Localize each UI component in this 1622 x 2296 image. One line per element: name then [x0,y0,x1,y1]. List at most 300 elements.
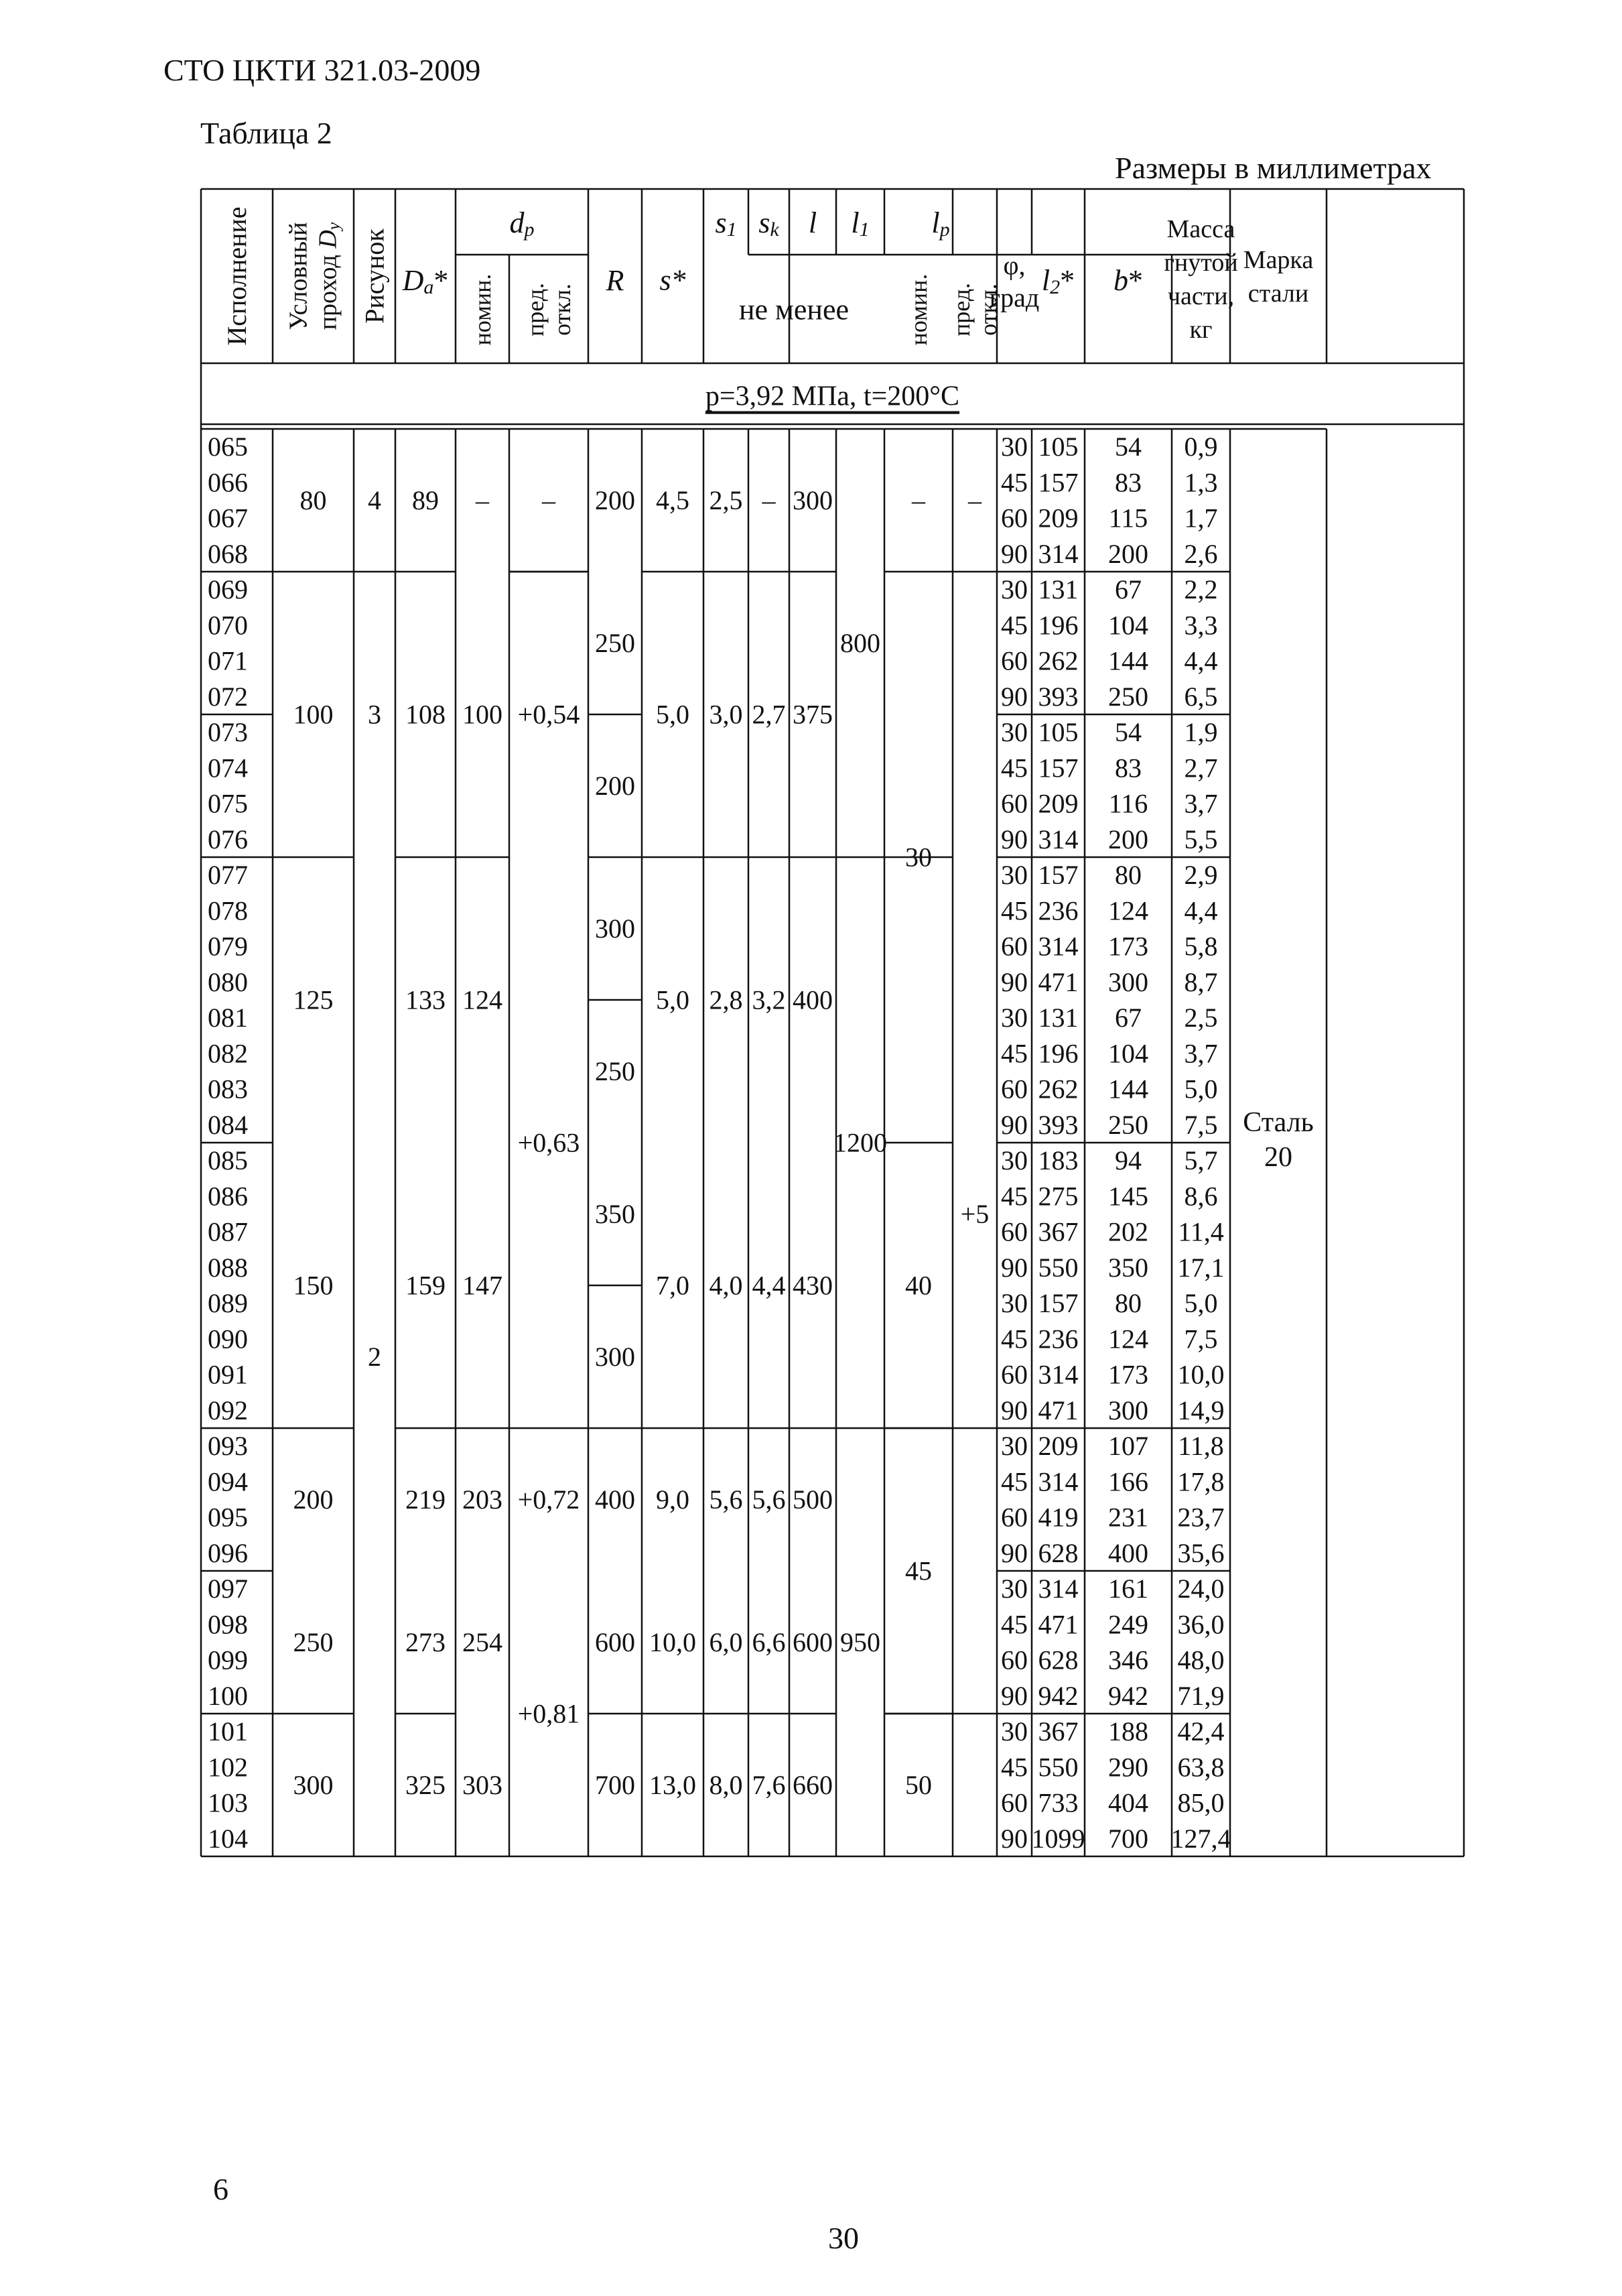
variant-code: 091 [208,1359,248,1390]
variant-code: 093 [208,1431,248,1462]
variant-code: 067 [208,503,248,533]
width-b: 104 [1108,1038,1148,1069]
width-b: 161 [1108,1574,1148,1604]
bend-mass: 2,9 [1184,860,1218,891]
length-l2: 471 [1038,966,1079,997]
length-l2: 262 [1038,1074,1079,1104]
wall-sk: 6,6 [752,1627,786,1657]
variant-code: 076 [208,824,248,854]
bend-mass: 8,6 [1184,1181,1218,1212]
lp-nominal: 30 [905,842,932,873]
straight-length: 400 [793,984,833,1015]
width-b: 290 [1108,1752,1148,1783]
col-header-mass-line3: части, [1167,282,1235,310]
bend-angle: 60 [1001,645,1028,676]
bend-mass: 7,5 [1184,1109,1218,1140]
variant-code: 071 [208,645,248,676]
bend-angle: 90 [1001,1680,1028,1711]
variant-code: 098 [208,1609,248,1640]
dp-deviation: +0,72 [517,1484,580,1515]
straight-length: 600 [793,1627,833,1657]
bend-angle: 30 [1001,1288,1028,1319]
dp-deviation: +0,54 [517,699,580,730]
bend-angle: 30 [1001,1145,1028,1176]
variant-code: 090 [208,1324,248,1354]
width-b: 942 [1108,1680,1148,1711]
col-header-mass-line4: кг [1189,316,1213,344]
wall-sk: 3,2 [752,984,786,1015]
width-b: 107 [1108,1431,1148,1462]
length-l2: 314 [1038,538,1079,569]
bend-angle: 90 [1001,681,1028,712]
col-header-not-less: не менее [738,293,850,326]
length-l2: 236 [1038,895,1079,926]
col-header-phi-line1: φ, [1003,250,1026,281]
straight-length: 500 [793,1484,833,1515]
wall-s1: 6,0 [709,1627,743,1657]
variant-code: 081 [208,1003,248,1033]
col-header-l: l [808,206,817,239]
length-l2: 628 [1038,1537,1079,1568]
length-l2: 733 [1038,1787,1079,1818]
wall-thickness: 10,0 [649,1627,696,1657]
bend-angle: 60 [1001,1645,1028,1675]
bend-mass: 1,7 [1184,503,1218,533]
width-b: 116 [1108,788,1148,819]
dp-nominal: 303 [462,1770,502,1800]
bend-mass: 2,7 [1184,753,1218,783]
bend-mass: 23,7 [1177,1502,1225,1533]
width-b: 166 [1108,1466,1148,1497]
bend-mass: 2,5 [1184,1003,1218,1033]
bend-angle: 45 [1001,610,1028,641]
width-b: 250 [1108,681,1148,712]
col-header-steel-line1: Марка [1243,246,1314,274]
col-header-s1: $s_1$ [715,206,737,241]
bend-mass: 71,9 [1177,1680,1225,1711]
col-header-da: $D_a*$ [402,263,449,298]
col-header-r: R [606,263,624,297]
col-header-steel-line2: стали [1247,279,1309,308]
outer-diameter: 273 [405,1627,446,1657]
bend-radius: 250 [595,628,635,658]
wall-thickness: 5,0 [656,984,689,1015]
bend-mass: 36,0 [1177,1609,1225,1640]
bend-angle: 30 [1001,1431,1028,1462]
variant-code: 075 [208,788,248,819]
figure-number: 3 [368,699,381,730]
lp-deviation: – [968,485,982,515]
variant-code: 104 [208,1823,248,1854]
variant-code: 095 [208,1502,248,1533]
variant-code: 074 [208,753,248,783]
dp-deviation: +0,63 [517,1127,580,1158]
col-header-mass-line1: Масса [1166,215,1235,243]
bend-mass: 5,7 [1184,1145,1218,1176]
variant-code: 065 [208,432,248,462]
width-b: 202 [1108,1216,1148,1247]
bend-mass: 5,0 [1184,1074,1218,1104]
col-header-l2: $l_2*$ [1041,263,1075,298]
bend-mass: 17,8 [1177,1466,1225,1497]
col-header-s: s* [659,263,686,297]
width-b: 83 [1115,753,1142,783]
bend-mass: 10,0 [1177,1359,1225,1390]
length-l2: 105 [1038,717,1079,748]
width-b: 115 [1108,503,1148,533]
bend-angle: 45 [1001,1466,1028,1497]
col-header-dp: $d_p$ [509,206,535,241]
wall-sk: 2,7 [752,699,786,730]
variant-code: 066 [208,467,248,498]
wall-s1: 4,0 [709,1270,743,1301]
col-header-dy-line2: проход $D_y$ [314,222,343,330]
length-l2: 183 [1038,1145,1079,1176]
col-header-dp-dev-line1: пред. [522,282,549,337]
outer-diameter: 133 [405,984,446,1015]
variant-code: 101 [208,1716,248,1747]
bend-angle: 45 [1001,1181,1028,1212]
bend-angle: 30 [1001,1003,1028,1033]
col-header-b: b* [1113,263,1143,297]
length-l2: 196 [1038,610,1079,641]
variant-code: 100 [208,1680,248,1711]
bend-angle: 30 [1001,1574,1028,1604]
nominal-diameter: 300 [293,1770,334,1800]
nominal-diameter: 80 [299,485,327,515]
lp-nominal: 45 [905,1555,932,1586]
length-l2: 942 [1038,1680,1079,1711]
bend-angle: 90 [1001,1252,1028,1283]
width-b: 124 [1108,895,1148,926]
bend-mass: 85,0 [1177,1787,1225,1818]
width-b: 54 [1115,717,1142,748]
wall-sk: 5,6 [752,1484,786,1515]
bend-mass: 35,6 [1177,1537,1225,1568]
bend-angle: 30 [1001,574,1028,605]
page-number-center: 30 [828,2221,859,2255]
bend-angle: 60 [1001,1359,1028,1390]
variant-code: 084 [208,1109,248,1140]
bend-radius: 700 [595,1770,635,1800]
bend-mass: 1,9 [1184,717,1218,748]
width-b: 67 [1115,574,1142,605]
bend-angle: 60 [1001,931,1028,962]
length-l2: 275 [1038,1181,1079,1212]
variant-code: 072 [208,681,248,712]
length-l2: 314 [1038,824,1079,854]
bend-angle: 60 [1001,1216,1028,1247]
lp-nominal: 50 [905,1770,932,1800]
nominal-diameter: 200 [293,1484,334,1515]
length-l2: 393 [1038,681,1079,712]
pressure-temperature-condition: р=3,92 МПа, t=200°С [705,381,960,412]
length-l2: 471 [1038,1395,1079,1425]
col-header-figure: Рисунок [359,229,390,324]
width-b: 200 [1108,824,1148,854]
outer-diameter: 89 [412,485,439,515]
wall-thickness: 13,0 [649,1770,696,1800]
bend-angle: 90 [1001,1537,1028,1568]
outer-diameter: 219 [405,1484,446,1515]
nominal-diameter: 100 [293,699,334,730]
length-l2: 314 [1038,1574,1079,1604]
length-l2: 1099 [1031,1823,1085,1854]
bend-mass: 8,7 [1184,966,1218,997]
figure-number: 2 [368,1342,381,1372]
width-b: 231 [1108,1502,1148,1533]
length-l2: 314 [1038,1359,1079,1390]
variant-code: 079 [208,931,248,962]
variant-code: 085 [208,1145,248,1176]
variant-code: 069 [208,574,248,605]
width-b: 200 [1108,538,1148,569]
length-l2: 314 [1038,931,1079,962]
variant-code: 086 [208,1181,248,1212]
bend-mass: 5,8 [1184,931,1218,962]
bend-mass: 11,8 [1178,1431,1224,1462]
width-b: 67 [1115,1003,1142,1033]
col-header-sk: $s_k$ [758,206,779,241]
lp-deviation: +5 [960,1199,990,1229]
length-l2: 628 [1038,1645,1079,1675]
bend-mass: 5,5 [1184,824,1218,854]
col-header-dp-dev-line2: откл. [549,283,576,336]
length-l2: 393 [1038,1109,1079,1140]
figure-number: 4 [368,485,381,515]
bend-mass: 127,4 [1170,1823,1231,1854]
width-b: 350 [1108,1252,1148,1283]
length-l2: 157 [1038,467,1079,498]
bend-mass: 0,9 [1184,432,1218,462]
col-header-lp-nom: номин. [905,273,932,346]
width-b: 346 [1108,1645,1148,1675]
bend-mass: 5,0 [1184,1288,1218,1319]
variant-code: 082 [208,1038,248,1069]
variant-code: 070 [208,610,248,641]
bend-angle: 30 [1001,717,1028,748]
bend-mass: 48,0 [1177,1645,1225,1675]
width-b: 300 [1108,966,1148,997]
lp-nominal: – [912,485,925,515]
bend-angle: 90 [1001,1109,1028,1140]
lp-nominal: 40 [905,1270,932,1301]
wall-thickness: 5,0 [656,699,689,730]
dp-nominal: 203 [462,1484,502,1515]
width-b: 249 [1108,1609,1148,1640]
dp-deviation: – [542,485,555,515]
wall-sk: – [762,485,776,515]
col-header-lp-dev-line2: откл. [975,283,1002,336]
dp-nominal: – [476,485,489,515]
bend-angle: 30 [1001,432,1028,462]
col-header-mass-line2: гнутой [1164,249,1238,277]
nominal-diameter: 125 [293,984,334,1015]
variant-code: 089 [208,1288,248,1319]
wall-sk: 7,6 [752,1770,786,1800]
dp-nominal: 100 [462,699,502,730]
steel-grade-line1: Сталь [1243,1107,1314,1138]
outer-diameter: 108 [405,699,446,730]
length-l1: 1200 [833,1127,887,1158]
dp-nominal: 147 [462,1270,502,1301]
length-l2: 209 [1038,1431,1079,1462]
length-l2: 471 [1038,1609,1079,1640]
variant-code: 088 [208,1252,248,1283]
width-b: 144 [1108,1074,1148,1104]
width-b: 173 [1108,931,1148,962]
nominal-diameter: 150 [293,1270,334,1301]
length-l2: 550 [1038,1752,1079,1783]
width-b: 54 [1115,432,1142,462]
bend-radius: 200 [595,771,635,801]
length-l2: 157 [1038,860,1079,891]
dimensions-note: Размеры в миллиметрах [1115,151,1432,185]
variant-code: 073 [208,717,248,748]
width-b: 188 [1108,1716,1148,1747]
bend-mass: 24,0 [1177,1574,1225,1604]
length-l2: 419 [1038,1502,1079,1533]
col-header-variant: Исполнение [222,206,252,346]
length-l2: 262 [1038,645,1079,676]
length-l2: 367 [1038,1716,1079,1747]
length-l1: 950 [840,1627,880,1657]
bend-radius: 400 [595,1484,635,1515]
bend-angle: 45 [1001,1609,1028,1640]
length-l2: 131 [1038,574,1079,605]
bend-angle: 45 [1001,895,1028,926]
bend-angle: 60 [1001,503,1028,533]
variant-code: 092 [208,1395,248,1425]
dp-deviation: +0,81 [517,1698,580,1729]
bend-angle: 45 [1001,467,1028,498]
wall-thickness: 9,0 [656,1484,689,1515]
bend-radius: 300 [595,1342,635,1372]
bend-angle: 90 [1001,966,1028,997]
document-code: СТО ЦКТИ 321.03-2009 [163,53,481,87]
variant-code: 097 [208,1574,248,1604]
bend-mass: 7,5 [1184,1324,1218,1354]
wall-s1: 8,0 [709,1770,743,1800]
bend-mass: 11,4 [1178,1216,1224,1247]
col-header-lp-dev-line1: пред. [948,282,975,337]
length-l2: 367 [1038,1216,1079,1247]
variant-code: 083 [208,1074,248,1104]
straight-length: 375 [793,699,833,730]
variant-code: 080 [208,966,248,997]
bend-angle: 45 [1001,1324,1028,1354]
wall-thickness: 7,0 [656,1270,689,1301]
wall-sk: 4,4 [752,1270,786,1301]
bend-mass: 63,8 [1177,1752,1225,1783]
wall-thickness: 4,5 [656,485,689,515]
bend-mass: 4,4 [1184,645,1218,676]
variant-code: 096 [208,1537,248,1568]
width-b: 94 [1115,1145,1142,1176]
length-l2: 131 [1038,1003,1079,1033]
width-b: 145 [1108,1181,1148,1212]
bend-mass: 2,6 [1184,538,1218,569]
bend-angle: 90 [1001,824,1028,854]
bend-mass: 3,7 [1184,1038,1218,1069]
variant-code: 068 [208,538,248,569]
variant-code: 087 [208,1216,248,1247]
variant-code: 094 [208,1466,248,1497]
table-title: Таблица 2 [200,116,332,150]
length-l2: 209 [1038,503,1079,533]
bend-angle: 30 [1001,1716,1028,1747]
bend-mass: 4,4 [1184,895,1218,926]
nominal-diameter: 250 [293,1627,334,1657]
width-b: 400 [1108,1537,1148,1568]
bend-angle: 60 [1001,1787,1028,1818]
length-l2: 105 [1038,432,1079,462]
col-header-dp-nom: номин. [469,273,496,346]
straight-length: 660 [793,1770,833,1800]
bend-mass: 42,4 [1177,1716,1225,1747]
bend-radius: 300 [595,913,635,944]
bend-radius: 350 [595,1199,635,1229]
bend-angle: 45 [1001,1038,1028,1069]
width-b: 80 [1115,860,1142,891]
bend-radius: 600 [595,1627,635,1657]
length-l2: 314 [1038,1466,1079,1497]
bend-angle: 90 [1001,1823,1028,1854]
width-b: 144 [1108,645,1148,676]
col-header-lp: $l_p$ [931,206,950,241]
variant-code: 077 [208,860,248,891]
bend-angle: 30 [1001,860,1028,891]
variant-code: 103 [208,1787,248,1818]
straight-length: 430 [793,1270,833,1301]
bend-mass: 3,7 [1184,788,1218,819]
width-b: 300 [1108,1395,1148,1425]
outer-diameter: 325 [405,1770,446,1800]
page-number-left: 6 [213,2172,228,2206]
width-b: 250 [1108,1109,1148,1140]
width-b: 80 [1115,1288,1142,1319]
bend-mass: 3,3 [1184,610,1218,641]
width-b: 173 [1108,1359,1148,1390]
width-b: 83 [1115,467,1142,498]
length-l2: 196 [1038,1038,1079,1069]
dp-nominal: 254 [462,1627,502,1657]
bend-mass: 14,9 [1177,1395,1225,1425]
bend-mass: 6,5 [1184,681,1218,712]
bend-mass: 2,2 [1184,574,1218,605]
bend-mass: 17,1 [1177,1252,1225,1283]
bend-angle: 60 [1001,1074,1028,1104]
bend-angle: 90 [1001,1395,1028,1425]
bend-angle: 60 [1001,788,1028,819]
wall-s1: 5,6 [709,1484,743,1515]
col-header-l1: $l_1$ [851,206,870,241]
bend-angle: 90 [1001,538,1028,569]
steel-grade-line2: 20 [1264,1142,1292,1173]
length-l2: 236 [1038,1324,1079,1354]
col-header-dy-line1: Условный [284,222,313,330]
straight-length: 300 [793,485,833,515]
outer-diameter: 159 [405,1270,446,1301]
bend-angle: 60 [1001,1502,1028,1533]
width-b: 104 [1108,610,1148,641]
variant-code: 078 [208,895,248,926]
bend-angle: 45 [1001,753,1028,783]
bend-mass: 1,3 [1184,467,1218,498]
bend-radius: 250 [595,1056,635,1086]
width-b: 124 [1108,1324,1148,1354]
col-header-phi-line2: град [989,282,1040,313]
